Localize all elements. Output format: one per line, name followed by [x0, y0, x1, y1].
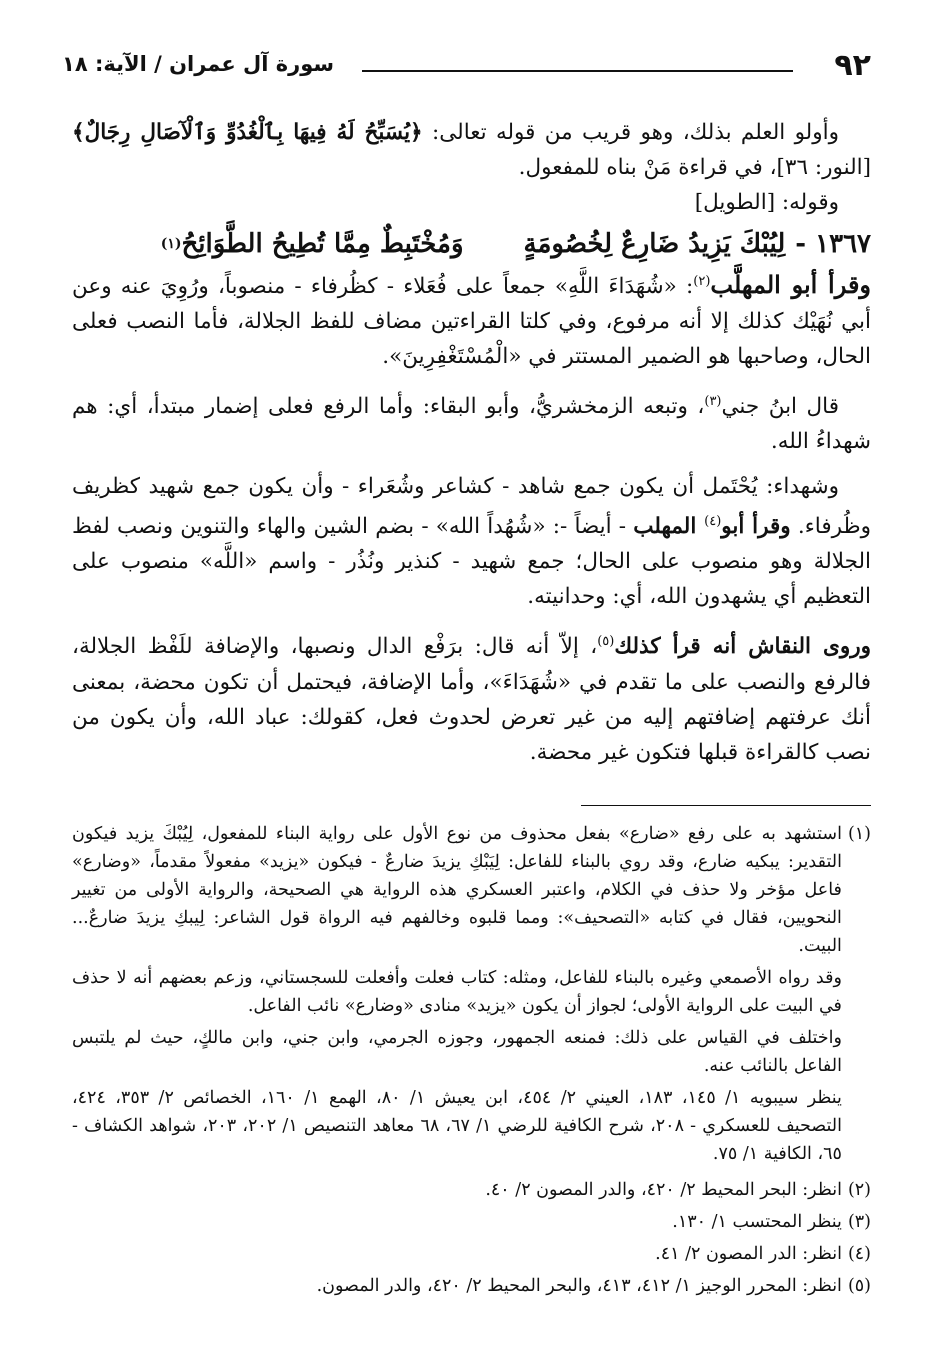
poetry-verse — [72, 224, 871, 264]
footnote-text: ينظر المحتسب ١/ ١٣٠. — [672, 1212, 842, 1232]
footnote-ref: (١) — [160, 236, 182, 252]
footnote-3 — [72, 1208, 871, 1236]
footnote-5 — [72, 1272, 871, 1300]
footnote-4 — [72, 1240, 871, 1268]
footnote-text: واختلف في القياس على ذلك: فمنعه الجمهور، وجوزه الجرمي، وابن جني، وابن مالكٍ، حيث لم يلتبس الفاعل بالنائب عنه. — [72, 1028, 842, 1076]
verse-second-hemistich: وَمُخْتَبِطٌ مِمَّا تُطِيحُ الطَّوَائِحُ — [181, 229, 464, 259]
verse-number: ١٣٦٧ - — [795, 229, 871, 259]
footnote-text: انظر: البحر المحيط ٢/ ٤٢٠، والدر المصون ٢/ ٤٠. — [485, 1180, 842, 1200]
footnote-number: (٥) — [847, 1276, 871, 1296]
header-rule — [362, 70, 793, 72]
page-header — [62, 48, 871, 88]
paragraph-2: وقوله: [الطويل] — [694, 190, 839, 215]
paragraph-5-text-cont: - أيضاً -: «شُهُداً الله» - بضم الشين والهاء والتنوين ونصب لفظ الجلالة وهو منصوب على الحال؛ جمع شهيد - كنذير ونُذُر - واسم «اللَّه» منصوب على التعظيم أي يشهدون الله، أي: وحدانيته. — [72, 514, 871, 610]
footnote-number: (٤) — [847, 1244, 871, 1264]
narration-lead: وروى النقاش أنه قرأ كذلك — [614, 634, 871, 660]
paragraph-5-text: وشهداء: يُحْتَمل أن يكون جمع شاهد - كشاعر وشُعَراء - وأن يكون جمع شهيد كظريف وظُرفاء. — [72, 474, 871, 540]
footnotes — [72, 820, 871, 1304]
reader-name-cont: المهلب — [633, 514, 705, 540]
page-number: ٩٢ — [834, 48, 871, 83]
quran-quote: ﴿يُسَبِّحُ لَهُ فِيهَا بِٱلْغُدُوِّ وَٱلْآصَالِ رِجَالٌ﴾ — [72, 120, 423, 145]
footnote-ref: (٥) — [597, 634, 615, 650]
paragraph-1 — [72, 115, 871, 185]
footnote-ref: (٤) — [704, 514, 722, 530]
footnote-separator — [581, 805, 871, 806]
paragraph-3 — [72, 264, 871, 374]
paragraph-1-citation: [النور: ٣٦]، في قراءة مَنْ بناه للمفعول. — [518, 155, 871, 180]
paragraph-4-text: قال ابنُ جني — [721, 394, 839, 420]
footnote-text: استشهد به على رفع «ضارع» بفعل محذوف من نوع الأول على رواية البناء للمفعول، لِيُبْكَ يزيد فيكون التقدير: يبكيه ضارع، وقد روي بالبناء للفاعل: لِيَبْكِ يزيدَ ضارعٌ - فيكون «يزيد» مفعولاً مقدماً، «وضارع» فاعل مؤخر ولا حذف في الكلام، واعتبر العسكري هذه الرواية هي الصحيحة، والرواية الأولى من تغيير النحويين، فقال في كتابه «التصحيف»: ومما قلبوه وخالفهم فيه الرواة قول الشاعر: لِيبكِ يزيدَ ضارعٌ... البيت. — [72, 824, 842, 956]
footnote-number: (٢) — [847, 1180, 871, 1200]
main-text — [72, 115, 871, 770]
footnote-text: انظر: الدر المصون ٢/ ٤١. — [655, 1244, 842, 1264]
footnote-1 — [72, 820, 871, 1172]
paragraph-5 — [72, 469, 871, 614]
footnote-number: (١) — [847, 824, 871, 844]
paragraph-4 — [72, 384, 871, 459]
paragraph-6 — [72, 624, 871, 769]
footnote-ref: (٣) — [704, 394, 722, 410]
footnote-text: وقد رواه الأصمعي وغيره بالبناء للفاعل، ومثله: كتاب فعلت وأفعلت للسجستاني، وزعم بعضهم أنه لا حذف في البيت على الرواية الأولى؛ لجواز أن يكون «يزيد» منادى «وضارع» نائب الفاعل. — [72, 968, 842, 1016]
paragraph-4-text-cont: ، وتبعه الزمخشريُّ، وأبو البقاء: وأما الرفع فعلى إضمار مبتدأ، أي: هم شهداءُ الله. — [72, 394, 871, 455]
footnote-text: ينظر سيبويه ١/ ١٤٥، ١٨٣، العيني ٢/ ٤٥٤، ابن يعيش ١/ ٨٠، الهمع ١/ ١٦٠، الخصائص ٢/ ٣٥٣، ٤٢٤، التصحيف للعسكري - ٢٠٨، شرح الكافية للرضي ١/ ٦٧، ٦٨ معاهد التنصيص ١/ ٢٠٢، ٢٠٣، شواهد الكشاف - ٦٥، الكافية ١/ ٧٥. — [72, 1088, 842, 1164]
running-title: سورة آل عمران / الآية: ١٨ — [62, 52, 335, 76]
footnote-text: انظر: المحرر الوجيز ١/ ٤١٢، ٤١٣، والبحر المحيط ٢/ ٤٢٠، والدر المصون. — [316, 1276, 842, 1296]
footnote-ref: (٢) — [693, 274, 711, 289]
reader-name: وقرأ أبو — [721, 514, 791, 540]
paragraph-3-text: : «شُهَدَاءَ اللَّهِ» جمعاً على فُعَلاء - كظُرفاء - منصوباً، ورُوِيَ عنه وعن أبي نُهَيْك كذلك إلا أنه مرفوع، وفي كلتا القراءتين مضاف للفظ الجلالة، فأما النصب فعلى الحال، وصاحبها هو الضمير المستتر في «الْمُسْتَغْفِرِينَ». — [72, 274, 871, 370]
footnote-2 — [72, 1176, 871, 1204]
footnote-body — [72, 820, 842, 1172]
verse-first-hemistich: لِيُبْكَ يَزِيدُ ضَارِعٌ لِخُصُومَةٍ — [523, 229, 786, 259]
paragraph-6-text: ، إلاّ أنه قال: برَفْع الدال ونصبها، والإضافة للَفْظ الجلالة، فالرفع والنصب على ما تقدم في «شُهَدَاءَ»، وأما الإضافة، فيحتمل أن تكون محضة، بمعنى أنك عرفتهم إضافتهم إليه من غير تعرض لحدوث فعل، كقولك: عباد الله، وأن يكون من نصب كالقراءة قبلها فتكون غير محضة. — [72, 634, 871, 765]
reader-name: وقرأ أبو المهلَّب — [710, 270, 872, 300]
footnote-number: (٣) — [847, 1212, 871, 1232]
paragraph-1-text: وأولو العلم بذلك، وهو قريب من قوله تعالى: — [422, 120, 839, 145]
